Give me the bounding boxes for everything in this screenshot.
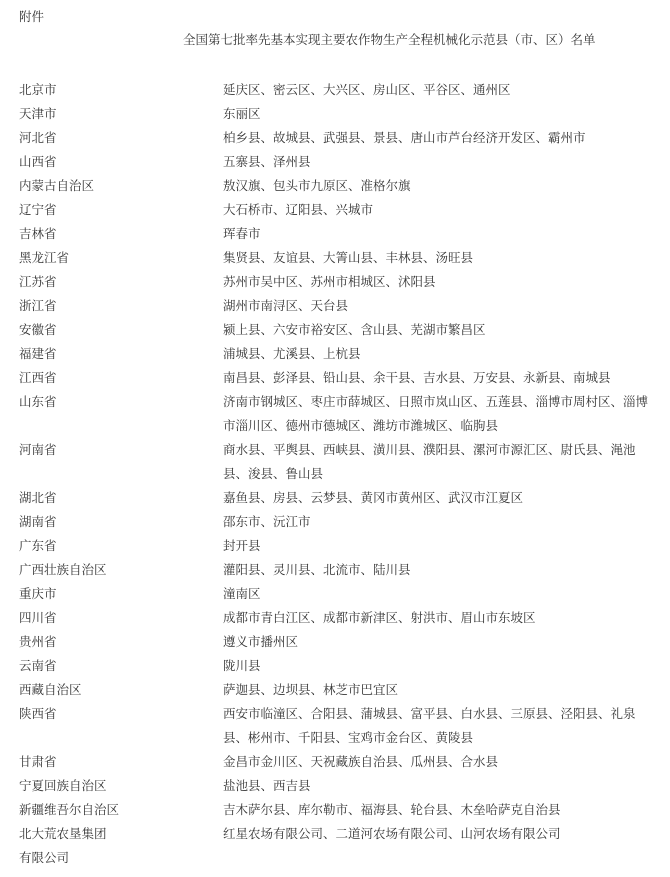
county-names: 延庆区、密云区、大兴区、房山区、平谷区、通州区 [223, 82, 511, 97]
province-name: 贵州省 [19, 634, 57, 649]
list-row [19, 630, 659, 654]
list-row [19, 678, 659, 702]
list-row [19, 294, 659, 318]
county-names: 珲春市 [223, 226, 261, 241]
county-names: 东丽区 [223, 106, 261, 121]
county-names: 颍上县、六安市裕安区、含山县、芜湖市繁昌区 [223, 322, 486, 337]
province-name: 陕西省 [19, 706, 57, 721]
province-name: 江西省 [19, 370, 57, 385]
list-row [19, 270, 659, 294]
county-names: 吉木萨尔县、库尔勒市、福海县、轮台县、木垒哈萨克自治县 [223, 802, 561, 817]
page-title: 全国第七批率先基本实现主要农作物生产全程机械化示范县（市、区）名单 [183, 32, 596, 47]
province-name: 浙江省 [19, 298, 57, 313]
county-names: 潼南区 [223, 586, 261, 601]
county-names: 遵义市播州区 [223, 634, 299, 649]
province-name: 湖北省 [19, 490, 57, 505]
province-name: 河北省 [19, 130, 57, 145]
county-names: 济南市钢城区、枣庄市薛城区、日照市岚山区、五莲县、淄博市周村区、淄博市淄川区、德州市德城区、潍坊市潍城区、临朐县 [223, 394, 649, 433]
province-name: 辽宁省 [19, 202, 57, 217]
list-row [19, 174, 659, 198]
list-row [19, 126, 659, 150]
province-name: 河南省 [19, 442, 57, 457]
province-name: 云南省 [19, 658, 57, 673]
province-name: 吉林省 [19, 226, 57, 241]
list-row [19, 606, 659, 630]
province-name: 新疆维吾尔自治区 [19, 802, 120, 817]
list-row [19, 222, 659, 246]
province-name: 安徽省 [19, 322, 57, 337]
list-row [19, 438, 659, 486]
list-row [19, 198, 659, 222]
county-names: 湖州市南浔区、天台县 [223, 298, 349, 313]
list-row [19, 390, 659, 438]
county-names: 封开县 [223, 538, 261, 553]
province-name: 福建省 [19, 346, 57, 361]
province-name-continuation: 有限公司 [19, 850, 70, 865]
county-names: 陇川县 [223, 658, 261, 673]
county-names: 苏州市吴中区、苏州市相城区、沭阳县 [223, 274, 436, 289]
list-row [19, 558, 659, 582]
list-row [19, 822, 659, 846]
county-names: 邵东市、沅江市 [223, 514, 311, 529]
county-names: 金昌市金川区、天祝藏族自治县、瓜州县、合水县 [223, 754, 499, 769]
county-names: 嘉鱼县、房县、云梦县、黄冈市黄州区、武汉市江夏区 [223, 490, 524, 505]
province-name: 广东省 [19, 538, 57, 553]
county-names: 萨迦县、边坝县、林芝市巴宜区 [223, 682, 399, 697]
list-row [19, 246, 659, 270]
county-names: 敖汉旗、包头市九原区、准格尔旗 [223, 178, 411, 193]
county-names: 柏乡县、故城县、武强县、景县、唐山市芦台经济开发区、霸州市 [223, 130, 586, 145]
list-row [19, 774, 659, 798]
list-row [19, 342, 659, 366]
list-row [19, 798, 659, 822]
province-name: 山东省 [19, 394, 57, 409]
county-names: 浦城县、尤溪县、上杭县 [223, 346, 361, 361]
list-row [19, 510, 659, 534]
province-name: 内蒙古自治区 [19, 178, 95, 193]
list-row [19, 366, 659, 390]
province-name: 江苏省 [19, 274, 57, 289]
list-row [19, 150, 659, 174]
list-row [19, 486, 659, 510]
county-names: 红星农场有限公司、二道河农场有限公司、山河农场有限公司 [223, 826, 561, 841]
province-name: 北京市 [19, 82, 57, 97]
province-name: 宁夏回族自治区 [19, 778, 107, 793]
county-names: 成都市青白江区、成都市新津区、射洪市、眉山市东坡区 [223, 610, 536, 625]
county-names: 商水县、平舆县、西峡县、潢川县、濮阳县、漯河市源汇区、尉氏县、渑池县、浚县、鲁山县 [223, 442, 636, 481]
county-names: 盐池县、西吉县 [223, 778, 311, 793]
list-row [19, 750, 659, 774]
attachment-label: 附件 [19, 9, 45, 24]
province-name: 天津市 [19, 106, 57, 121]
county-names: 集贤县、友谊县、大箐山县、丰林县、汤旺县 [223, 250, 474, 265]
county-names: 五寨县、泽州县 [223, 154, 311, 169]
list-row [19, 318, 659, 342]
province-name: 湖南省 [19, 514, 57, 529]
list-row [19, 102, 659, 126]
list-row-continuation [19, 846, 659, 870]
province-name: 广西壮族自治区 [19, 562, 107, 577]
list-row [19, 654, 659, 678]
list-row [19, 78, 659, 102]
province-name: 西藏自治区 [19, 682, 82, 697]
county-names: 西安市临潼区、合阳县、蒲城县、富平县、白水县、三原县、泾阳县、礼泉县、彬州市、千阳县、宝鸡市金台区、黄陵县 [223, 706, 636, 745]
province-name: 四川省 [19, 610, 57, 625]
list-row [19, 702, 659, 750]
province-name: 山西省 [19, 154, 57, 169]
province-name: 重庆市 [19, 586, 57, 601]
province-name: 黑龙江省 [19, 250, 70, 265]
county-names: 灌阳县、灵川县、北流市、陆川县 [223, 562, 411, 577]
county-list [19, 78, 659, 870]
county-names: 大石桥市、辽阳县、兴城市 [223, 202, 374, 217]
province-name: 北大荒农垦集团 [19, 826, 107, 841]
province-name: 甘肃省 [19, 754, 57, 769]
list-row [19, 534, 659, 558]
list-row [19, 582, 659, 606]
county-names: 南昌县、彭泽县、铅山县、余干县、吉水县、万安县、永新县、南城县 [223, 370, 611, 385]
